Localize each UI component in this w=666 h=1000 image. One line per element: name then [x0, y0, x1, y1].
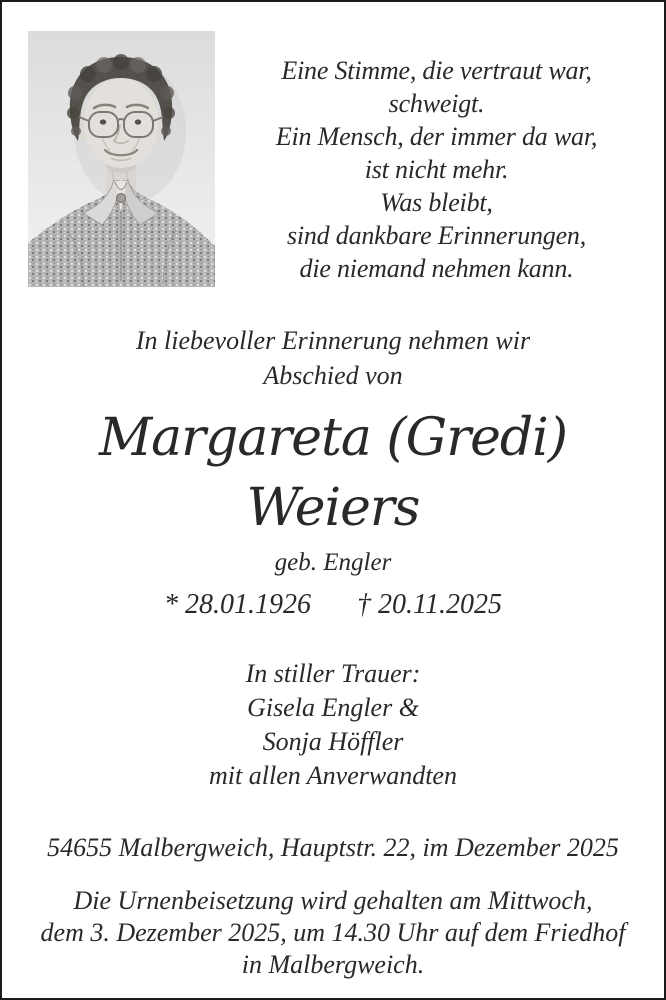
mourners-line: mit allen Anverwandten: [209, 761, 457, 790]
life-dates: [2, 587, 664, 623]
intro-line: In liebevoller Erinnerung nehmen wir: [135, 326, 531, 355]
memorial-poem: [215, 31, 658, 285]
mourners-section: [2, 657, 664, 793]
birth-date: * 28.01.1926: [164, 589, 312, 620]
poem-line: schweigt.: [388, 89, 485, 118]
funeral-info: [2, 885, 664, 981]
maiden-name: geb. Engler: [274, 549, 392, 576]
poem-line: Was bleibt,: [380, 188, 493, 217]
funeral-line: dem 3. Dezember 2025, um 14.30 Uhr auf dem Friedhof: [40, 918, 626, 947]
address-line: 54655 Malbergweich, Hauptstr. 22, im Dezember 2025: [47, 833, 619, 862]
funeral-line: in Malbergweich.: [241, 950, 425, 979]
poem-line: Eine Stimme, die vertraut war,: [281, 56, 592, 85]
portrait-illustration: [28, 31, 215, 287]
portrait-photo: [28, 31, 215, 287]
intro-line: Abschied von: [263, 361, 403, 390]
funeral-line: Die Urnenbeisetzung wird gehalten am Mittwoch,: [73, 886, 593, 915]
deceased-name-line2: Weiers: [246, 478, 420, 538]
poem-line: ist nicht mehr.: [364, 155, 509, 184]
intro-text: [2, 323, 664, 393]
mourners-line: Gisela Engler &: [247, 693, 419, 722]
mourners-line: Sonja Höffler: [262, 727, 404, 756]
death-date: † 20.11.2025: [357, 589, 502, 620]
header-section: [2, 2, 664, 287]
pendant: [117, 194, 126, 203]
poem-line: Ein Mensch, der immer da war,: [275, 122, 598, 151]
poem-line: sind dankbare Erinnerungen,: [286, 221, 587, 250]
deceased-name-line1: Margareta (Gredi): [98, 408, 568, 468]
deceased-name: [2, 403, 664, 543]
poem-line: die niemand nehmen kann.: [299, 254, 574, 283]
mourners-line: In stiller Trauer:: [245, 659, 421, 688]
